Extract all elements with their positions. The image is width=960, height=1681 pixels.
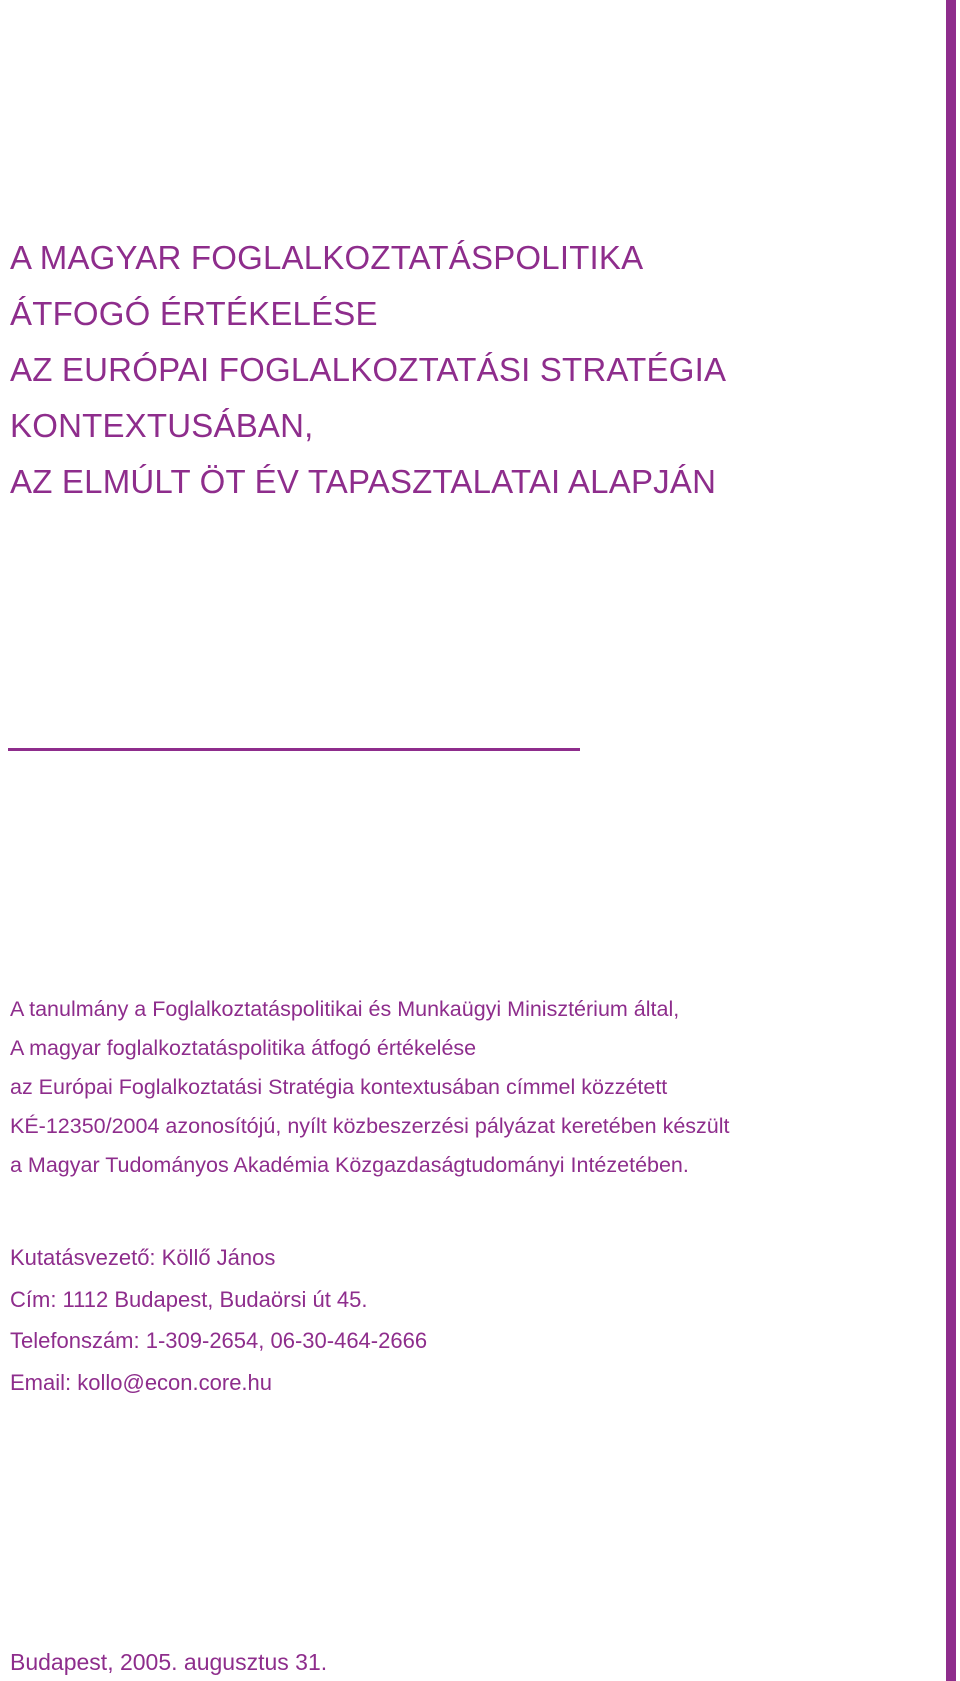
description-line: a Magyar Tudományos Akadémia Közgazdaságtudományi Intézetében. [10,1153,689,1177]
contact-info [10,1237,930,1403]
description-line: az Európai Foglalkoztatási Stratégia kontextusában címmel közzétett [10,1075,668,1099]
document-title [10,230,910,510]
title-line: ÁTFOGÓ ÉRTÉKELÉSE [10,295,378,332]
title-line: KONTEXTUSÁBAN, [10,407,314,444]
title-line: AZ ELMÚLT ÖT ÉV TAPASZTALATAI ALAPJÁN [10,463,717,500]
description-line: A tanulmány a Foglalkoztatáspolitikai és Munkaügyi Minisztérium által, [10,997,680,1021]
research-leader: Kutatásvezető: Köllő János [10,1245,276,1270]
title-divider [8,748,580,751]
title-line: AZ EURÓPAI FOGLALKOZTATÁSI STRATÉGIA [10,351,727,388]
address-line: Cím: 1112 Budapest, Budaörsi út 45. [10,1286,368,1312]
side-accent-bar [946,0,956,1681]
email-line: Email: kollo@econ.core.hu [10,1369,273,1395]
description-line: A magyar foglalkoztatáspolitika átfogó értékelése [10,1036,477,1060]
title-line: A MAGYAR FOGLALKOZTATÁSPOLITIKA [10,239,644,276]
description-line: KÉ-12350/2004 azonosítójú, nyílt közbeszerzési pályázat keretében készült [10,1114,730,1138]
study-description [10,990,930,1185]
phone-line: Telefonszám: 1-309-2654, 06-30-464-2666 [10,1328,428,1353]
place-and-date: Budapest, 2005. augusztus 31. [10,1649,328,1675]
